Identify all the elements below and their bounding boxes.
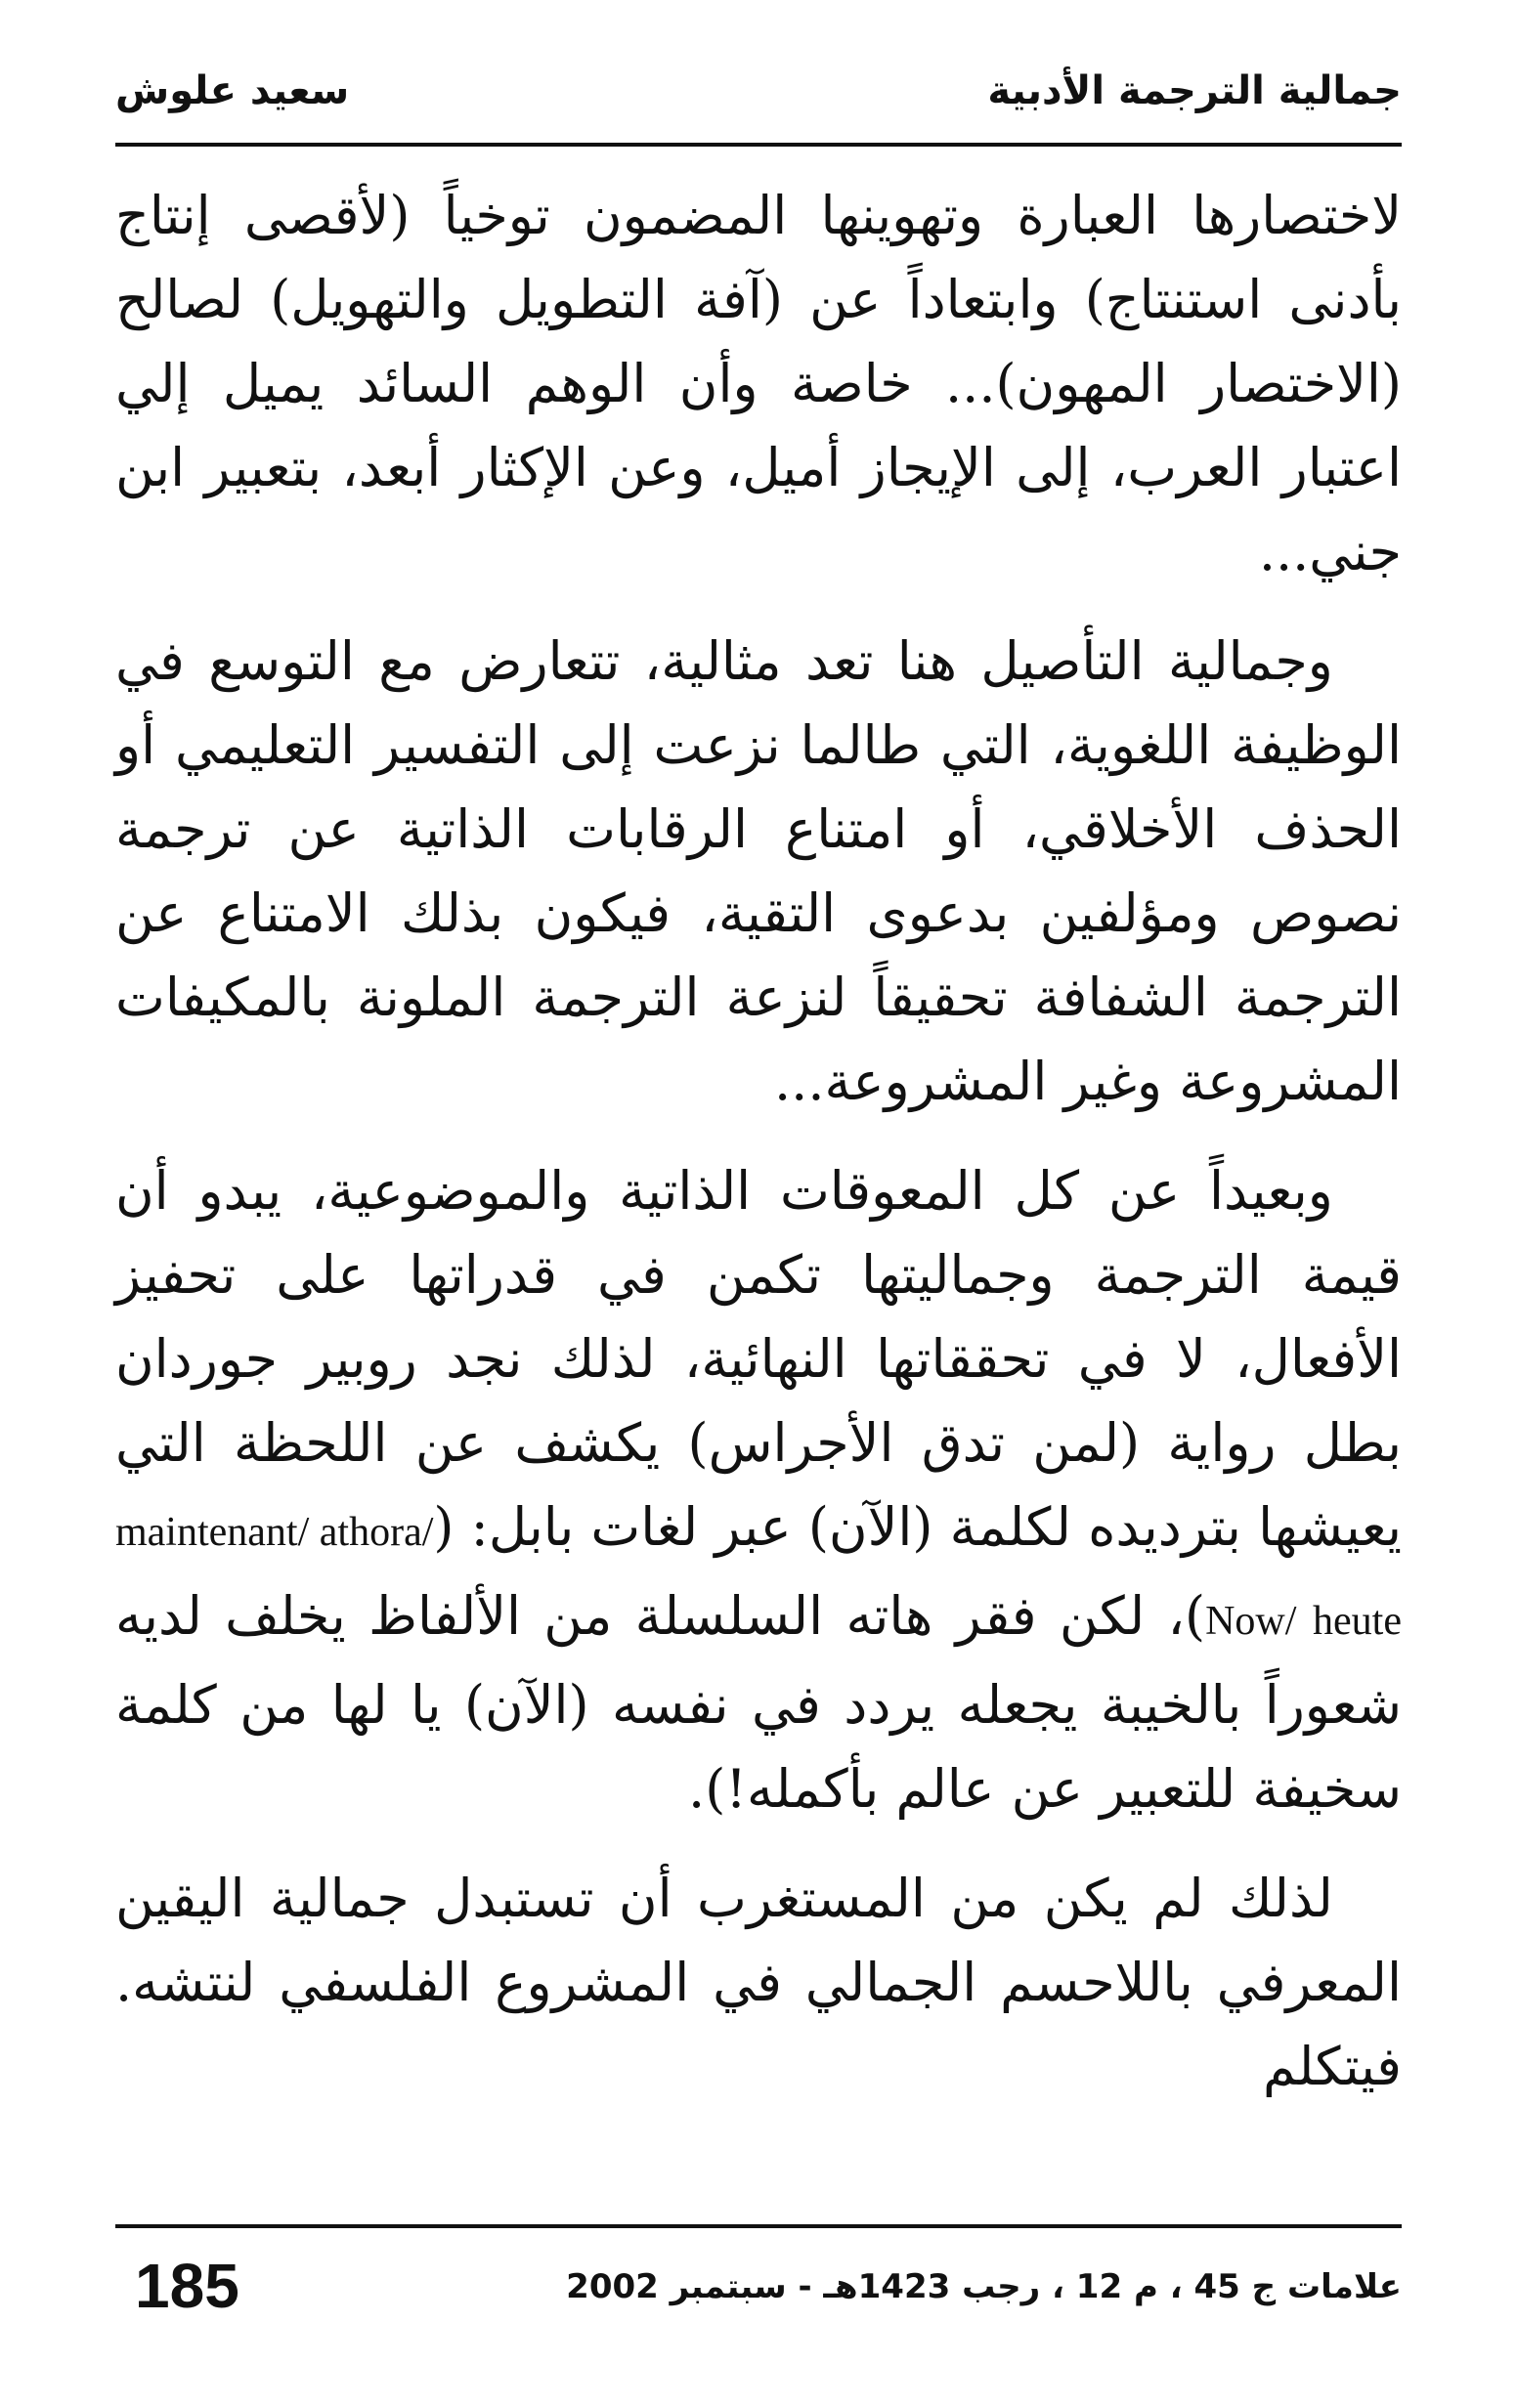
footer <box>115 2244 1402 2332</box>
body-text <box>115 174 1402 2134</box>
paragraph-4: لذلك لم يكن من المستغرب أن تستبدل جمالية اليقين المعرفي باللاحسم الجمالي في المشروع الفلسفي لنتشه. فيتكلم <box>115 1868 1402 2097</box>
paragraph-3-part-1: وبعيداً عن كل المعوقات الذاتية والموضوعية، يبدو أن قيمة الترجمة وجماليتها تكمن في قدراتها على تحفيز الأفعال، لا في تحققاتها النهائية، لذلك نجد روبير جوردان بطل رواية (لمن تدق الأجراس) يكشف عن اللحظة التي يعيشها بترديده لكلمة (الآن) عبر لغات بابل: ( <box>115 1160 1402 1558</box>
running-head <box>115 57 1402 125</box>
paragraph-2: وجمالية التأصيل هنا تعد مثالية، تتعارض مع التوسع في الوظيفة اللغوية، التي طالما نزعت إلى التفسير التعليمي أو الحذف الأخلاقي، أو امتناع الرقابات الذاتية عن ترجمة نصوص ومؤلفين بدعوى التقية، فيكون بذلك الامتناع عن الترجمة الشفافة تحقيقاً لنزعة الترجمة الملونة بالمكيفات المشروعة وغير المشروعة... <box>115 630 1402 1112</box>
header-rule <box>115 143 1402 147</box>
page-number: 185 <box>135 2251 239 2321</box>
paragraph-1: لاختصارها العبارة وتهوينها المضمون توخياً (لأقصى إنتاج بأدنى استنتاج) وابتعاداً عن (آفة التطويل والتهويل) لصالح (الاختصار المهون)... خاصة وأن الوهم السائد يميل إلي اعتبار العرب، إلى الإيجاز أميل، وعن الإكثار أبعد، بتعبير ابن جني... <box>115 185 1402 582</box>
journal-citation: علامات ج 45 ، م 12 ، رجب 1423هـ - سبتمبر 2002 <box>566 2267 1402 2306</box>
running-head-author: سعيد علوش <box>115 68 350 113</box>
footer-rule <box>115 2224 1402 2228</box>
paragraph-3-part-2: )، لكن فقر هاته السلسلة من الألفاظ يخلف لديه شعوراً بالخيبة يجعله يردد في نفسه (الآن) يا لها من كلمة سخيفة للتعبير عن عالم بأكمله!). <box>115 1585 1402 1820</box>
running-head-title: جمالية الترجمة الأدبية <box>987 68 1402 113</box>
paragraph-3 <box>115 1149 1402 1831</box>
foreign-words: maintenant/ athora/ Now/ heute <box>115 1510 1402 1644</box>
